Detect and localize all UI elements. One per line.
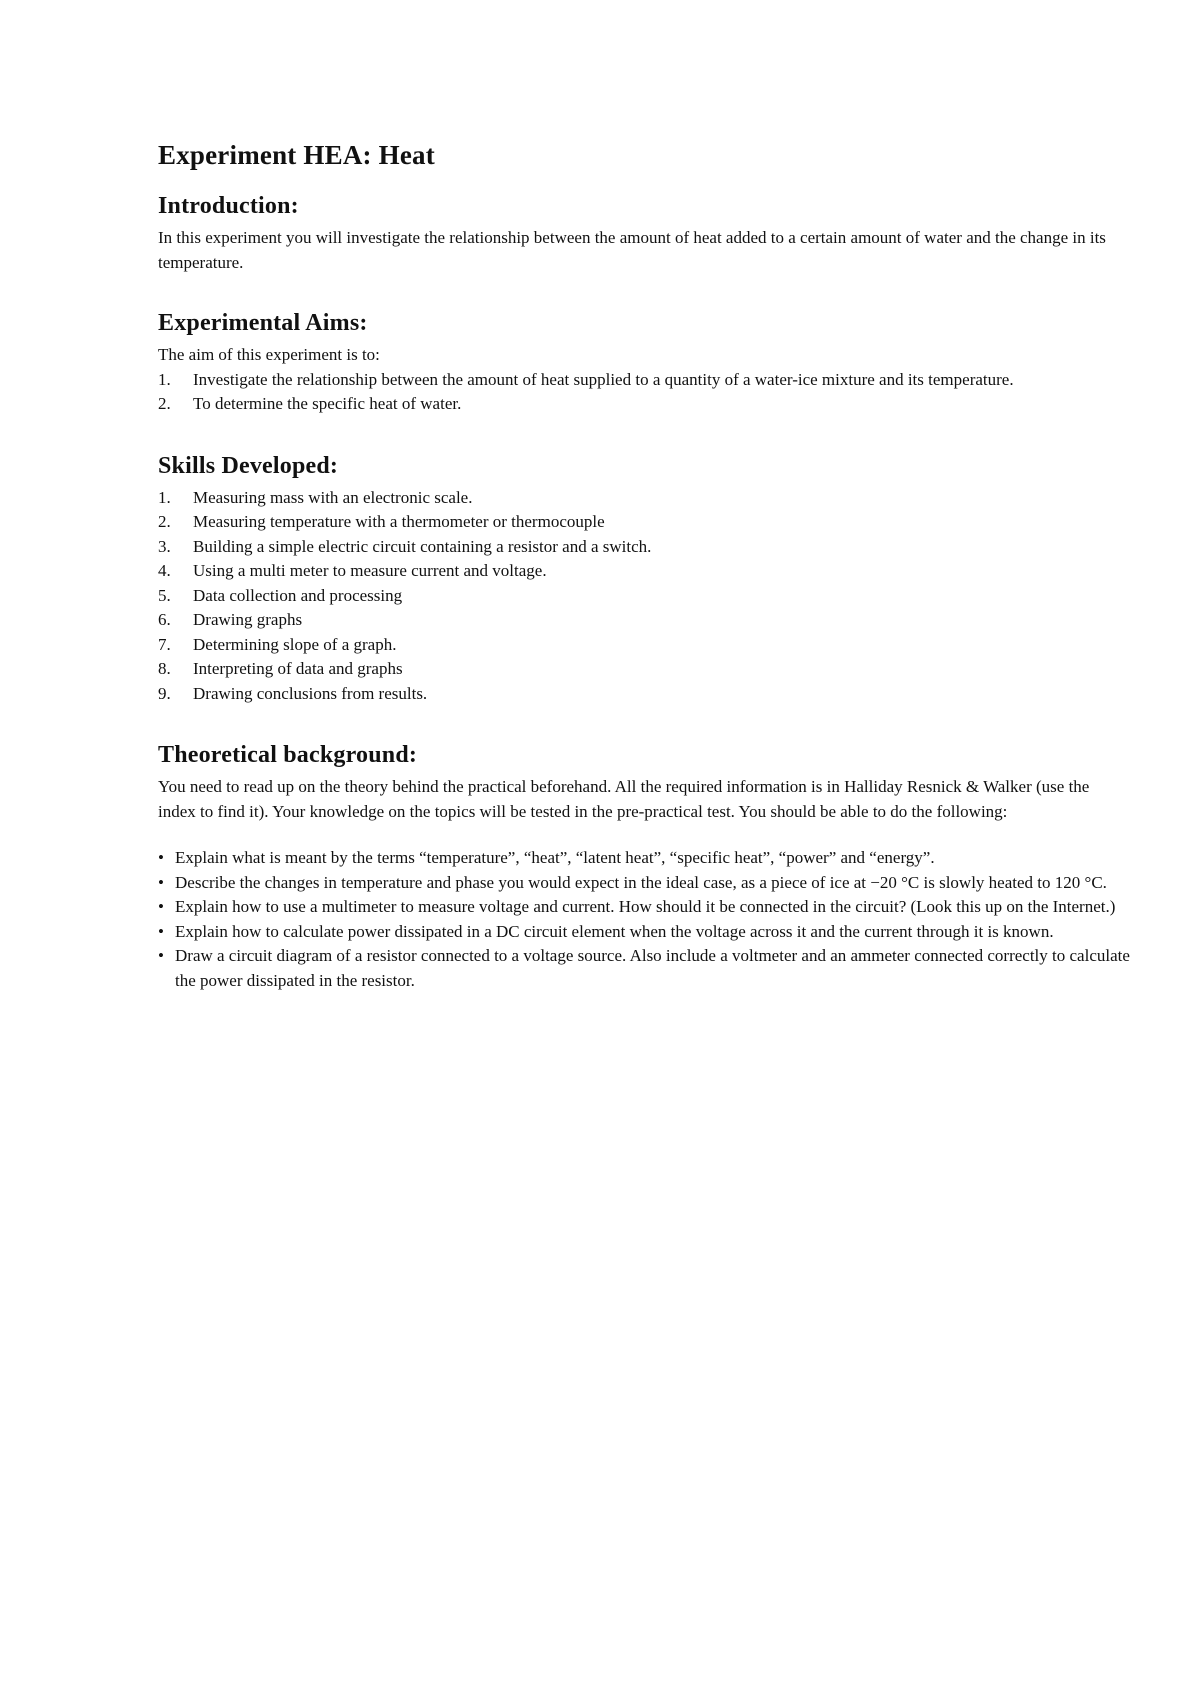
list-item-text: Investigate the relationship between the amount of heat supplied to a quantity of a water-ice mixture and its temperature. [193,369,1014,389]
bullet-icon: • [158,921,164,941]
theory-text: You need to read up on the theory behind the practical beforehand. All the required information is in Halliday Resnick & Walker (use the index to find it). Your knowledge on the topics will be tested in the pre-practical test. You should be able to do the following: [158,777,1090,821]
theory-bullet-item [158,846,1130,871]
bullet-text: Explain how to use a multimeter to measure voltage and current. How should it be connected in the circuit? (Look this up on the Internet.) [175,897,1116,916]
skills-list-item [158,559,1130,584]
list-item-text: Interpreting of data and graphs [193,659,403,678]
theory-bullet-list [158,846,1130,993]
list-item-text: Using a multi meter to measure current and voltage. [193,561,547,580]
skills-list-item [158,486,1130,511]
list-number: 9. [158,683,171,703]
list-number: 1. [158,487,171,507]
list-item-text: Drawing graphs [193,610,303,629]
list-number: 8. [158,659,171,678]
aims-list-item [158,368,1130,393]
skills-list-item [158,584,1130,609]
skills-list-item [158,682,1130,707]
skills-list-item [158,657,1130,682]
document-title: Experiment HEA: Heat [158,140,435,170]
theory-bullet-item [158,895,1130,920]
document-page [158,140,1130,993]
list-item-text: Measuring mass with an electronic scale. [193,487,473,507]
list-number: 5. [158,585,171,605]
bullet-text: Describe the changes in temperature and phase you would expect in the ideal case, as a piece of ice at −20 °C is slowly heated to 120 °C. [175,872,1107,892]
aims-lead: The aim of this experiment is to: [158,345,380,364]
list-number: 1. [158,369,171,389]
skills-list-item [158,535,1130,560]
list-item-text: Determining slope of a graph. [193,634,397,654]
theory-section [158,742,1130,993]
list-item-text: Measuring temperature with a thermometer or thermocouple [193,512,605,531]
list-number: 2. [158,394,171,413]
list-item-text: Data collection and processing [193,585,403,605]
aims-heading: Experimental Aims: [158,310,368,336]
introduction-heading: Introduction: [158,193,299,219]
list-number: 2. [158,512,171,531]
list-item-text: To determine the specific heat of water. [193,394,462,413]
bullet-text: Explain what is meant by the terms “temperature”, “heat”, “latent heat”, “specific heat”, “power” and “energy”. [175,848,935,867]
list-number: 6. [158,610,171,629]
aims-section [158,310,1130,417]
list-number: 4. [158,561,171,580]
introduction-section [158,193,1130,275]
list-number: 7. [158,634,171,654]
skills-list-item [158,608,1130,633]
list-item-text: Building a simple electric circuit containing a resistor and a switch. [193,536,652,556]
bullet-icon: • [158,946,164,965]
skills-list-item [158,510,1130,535]
theory-bullet-item [158,944,1130,993]
list-number: 3. [158,536,171,556]
aims-list-item [158,392,1130,417]
skills-section [158,453,1130,707]
bullet-icon: • [158,897,164,916]
aims-list [158,368,1130,417]
introduction-text: In this experiment you will investigate the relationship between the amount of heat added to a certain amount of water and the change in its temperature. [158,228,1106,272]
theory-bullet-item [158,920,1130,945]
theory-heading: Theoretical background: [158,742,418,768]
list-item-text: Drawing conclusions from results. [193,683,428,703]
theory-bullet-item [158,871,1130,896]
bullet-icon: • [158,848,164,867]
bullet-text: Explain how to calculate power dissipated in a DC circuit element when the voltage across it and the current through it is known. [175,921,1054,941]
skills-list-item [158,633,1130,658]
skills-heading: Skills Developed: [158,452,339,479]
bullet-icon: • [158,872,164,892]
skills-list [158,486,1130,707]
bullet-text: Draw a circuit diagram of a resistor connected to a voltage source. Also include a voltmeter and an ammeter connected correctly to calculate the power dissipated in the resistor. [175,946,1130,990]
